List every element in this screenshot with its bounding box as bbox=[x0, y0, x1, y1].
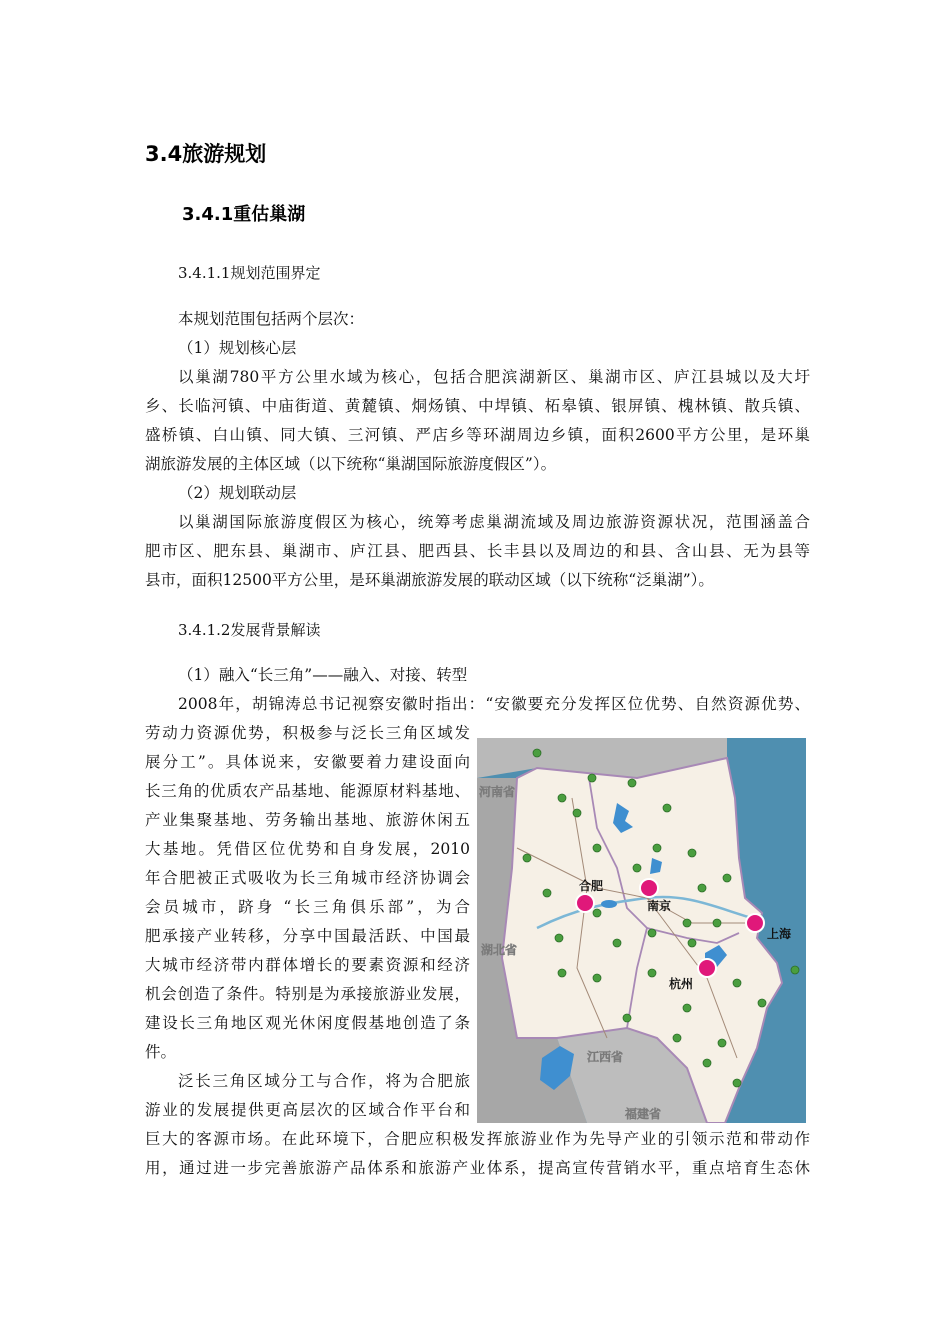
chao-lake bbox=[601, 900, 617, 908]
core-layer-line: 乡、长临河镇、中庙街道、黄麓镇、烔炀镇、中垾镇、柘皋镇、银屏镇、槐林镇、散兵镇、 bbox=[145, 397, 810, 415]
paragraph-line: 件。 bbox=[145, 1043, 177, 1061]
paragraph-line: 大基地。凭借区位优势和自身发展，2010 bbox=[145, 840, 470, 858]
paragraph-line: 产业集聚基地、劳务输出基地、旅游休闲五 bbox=[145, 811, 470, 829]
paragraph-line: 2008年，胡锦涛总书记视察安徽时指出：“安徽要充分发挥区位优势、自然资源优势、 bbox=[178, 695, 810, 713]
paragraph-line: 年合肥被正式吸收为长三角城市经济协调会 bbox=[145, 869, 470, 887]
paragraph-line: 泛长三角区域分工与合作，将为合肥旅 bbox=[178, 1072, 470, 1090]
nanjing-marker bbox=[640, 879, 658, 897]
core-layer-line: 湖旅游发展的主体区域（以下统称“巢湖国际旅游度假区”）。 bbox=[145, 455, 557, 473]
scope-intro: 本规划范围包括两个层次： bbox=[178, 310, 365, 328]
yrd-title: （1）融入“长三角”——融入、对接、转型 bbox=[178, 666, 468, 684]
subsubsection-title-2: 3.4.1.2发展背景解读 bbox=[178, 621, 321, 639]
paragraph-line: 展分工”。具体说来，安徽要着力建设面向 bbox=[145, 753, 470, 771]
shanghai-label: 上海 bbox=[767, 927, 792, 941]
subsection-heading: 3.4.1重估巢湖 bbox=[182, 204, 306, 225]
paragraph-line: 建设长三角地区观光休闲度假基地创造了条 bbox=[145, 1014, 470, 1032]
paragraph-line: 长三角的优质农产品基地、能源原材料基地、 bbox=[145, 782, 470, 800]
core-layer-title: （1）规划核心层 bbox=[178, 339, 297, 357]
paragraph-line: 机会创造了条件。特别是为承接旅游业发展， bbox=[145, 985, 470, 1003]
core-layer-line: 以巢湖780平方公里水域为核心，包括合肥滨湖新区、巢湖市区、庐江县城以及大圩 bbox=[178, 368, 810, 386]
hubei-label: 湖北省 bbox=[481, 943, 518, 957]
hangzhou-label: 杭州 bbox=[669, 977, 694, 991]
hefei-marker bbox=[576, 894, 594, 912]
paragraph-line: 会员城市，跻身 “长三角俱乐部”，为合 bbox=[145, 898, 470, 916]
jiangxi-label: 江西省 bbox=[587, 1050, 624, 1064]
section-heading: 3.4旅游规划 bbox=[145, 142, 267, 166]
core-layer-line: 盛桥镇、白山镇、同大镇、三河镇、严店乡等环湖周边乡镇，面积2600平方公里，是环巢 bbox=[145, 426, 810, 444]
paragraph-line: 游业的发展提供更高层次的区域合作平台和 bbox=[145, 1101, 470, 1119]
henan-label: 河南省 bbox=[479, 785, 516, 799]
linkage-layer-line: 以巢湖国际旅游度假区为核心，统筹考虑巢湖流域及周边旅游资源状况，范围涵盖合 bbox=[178, 513, 810, 531]
yrd-region-map bbox=[477, 738, 806, 1123]
hefei-label: 合肥 bbox=[579, 879, 604, 893]
nanjing-label: 南京 bbox=[647, 899, 672, 913]
fujian-label: 福建省 bbox=[625, 1107, 662, 1121]
paragraph-line: 巨大的客源市场。在此环境下，合肥应积极发挥旅游业作为先导产业的引领示范和带动作 bbox=[145, 1130, 810, 1148]
linkage-layer-line: 县市，面积12500平方公里，是环巢湖旅游发展的联动区域（以下统称“泛巢湖”）。 bbox=[145, 571, 714, 589]
linkage-layer-line: 肥市区、肥东县、巢湖市、庐江县、肥西县、长丰县以及周边的和县、含山县、无为县等 bbox=[145, 542, 810, 560]
shanghai-marker bbox=[746, 914, 764, 932]
linkage-layer-title: （2）规划联动层 bbox=[178, 484, 297, 502]
paragraph-line: 用，通过进一步完善旅游产品体系和旅游产业体系，提高宣传营销水平，重点培育生态休 bbox=[145, 1159, 810, 1177]
paragraph-line: 大城市经济带内群体增长的要素资源和经济 bbox=[145, 956, 470, 974]
hangzhou-marker bbox=[698, 959, 716, 977]
paragraph-line: 劳动力资源优势，积极参与泛长三角区域发 bbox=[145, 724, 470, 742]
subsubsection-title-1: 3.4.1.1规划范围界定 bbox=[178, 264, 321, 282]
paragraph-line: 肥承接产业转移，分享中国最活跃、中国最 bbox=[145, 927, 470, 945]
